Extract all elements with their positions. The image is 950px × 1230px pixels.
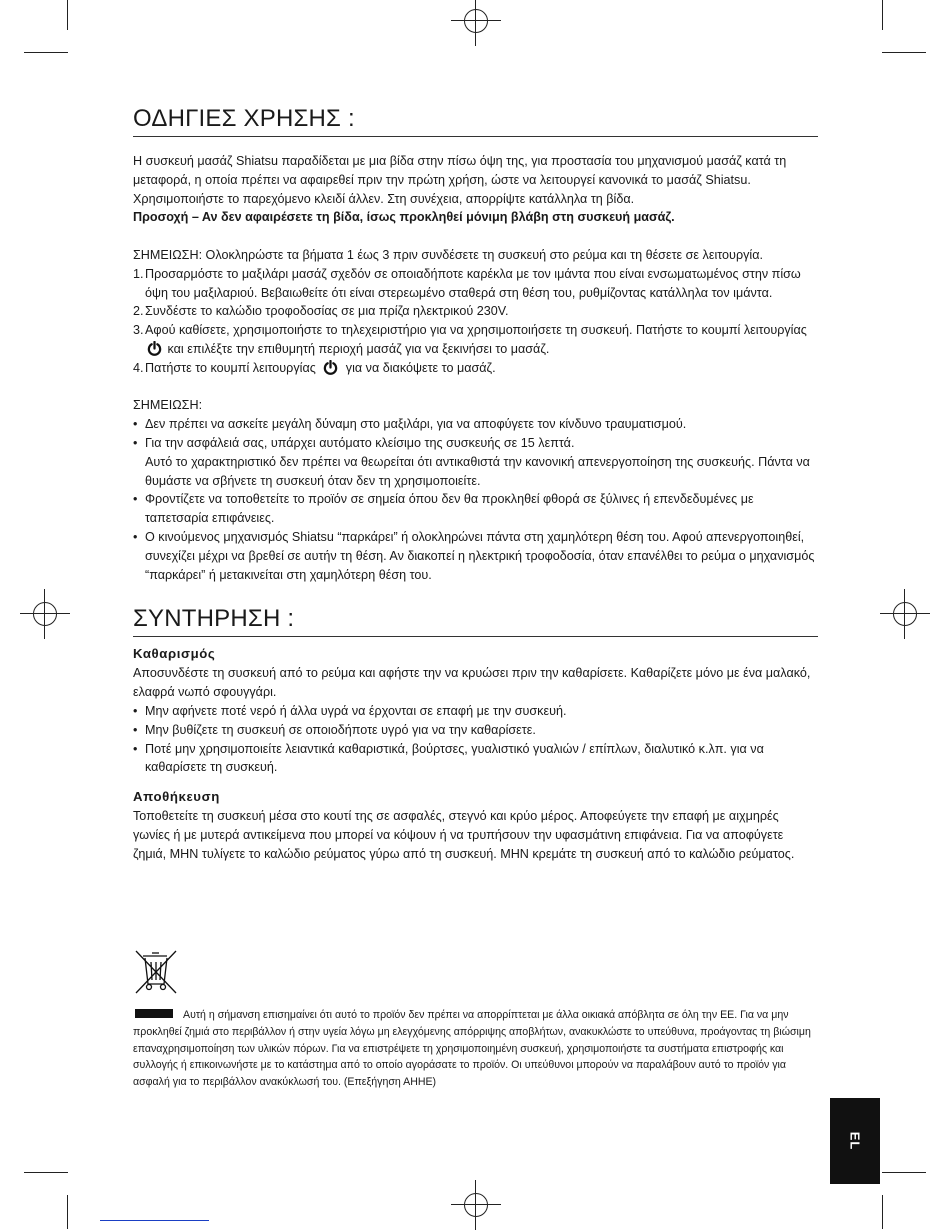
bullet: • <box>133 417 138 432</box>
crop-mark <box>882 1172 926 1173</box>
cleaning-list <box>133 702 818 777</box>
list-item <box>133 702 818 721</box>
crop-mark <box>67 0 68 30</box>
crop-mark <box>24 52 68 53</box>
step-number: 3. <box>133 323 144 338</box>
list-item <box>133 434 818 490</box>
crop-mark <box>24 1172 68 1173</box>
bullet: • <box>133 492 138 507</box>
list-item <box>133 721 818 740</box>
step-text: και επιλέξτε την επιθυμητή περιοχή μασάζ για να ξεκινήσει το μασάζ. <box>167 341 550 356</box>
bullet: • <box>133 703 138 718</box>
bottom-link-line <box>100 1220 209 1221</box>
registration-mark <box>33 602 57 626</box>
weee-text-content: Αυτή η σήμανση επισημαίνει ότι αυτό το προϊόν δεν πρέπει να απορρίπτεται με άλλα οικιακά απόβλητα σε όλη την ΕΕ. Για να μην προκληθεί ζημιά στο περιβάλλον ή στην υγεία λόγω μη ελεγχόμενης απόρριψης αποβλήτων, ανακυκλώστε το υπεύθυνα, προάγοντας τη βιώσιμη επαναχρησιμοποίηση των υλικών πόρων. Για να επιστρέψετε τη χρησιμοποιημένη συσκευή, χρησιμοποιήστε τα συστήματα επιστροφής και συλλογής ή επικοινωνήστε με το κατάστημα από το οποίο αγοράσατε το προϊόν. Οι υπεύθυνοι μπορούν να παραλάβουν αυτό το προϊόν για ασφαλή για το περιβάλλον ανακύκλωσή του. (Επεξήγηση ΑΗΗΕ) <box>133 1009 811 1089</box>
list-item <box>133 415 818 434</box>
usage-intro: Η συσκευή μασάζ Shiatsu παραδίδεται με μια βίδα στην πίσω όψη της, για προστασία του μηχανισμού μασάζ κατά τη μεταφορά, η οποία πρέπει να αφαιρεθεί πριν την πρώτη χρήση, ώστε να λειτουργεί κανονικά το μασάζ Shiatsu. Χρησιμοποιήστε το παρεχόμενο κλειδί άλλεν. Στη συνέχεια, απορρίψτε κατάλληλα τη βίδα. <box>133 154 787 206</box>
registration-mark <box>464 1193 488 1217</box>
step-item <box>133 321 818 359</box>
crossed-out-wheelie-bin-icon <box>133 948 179 996</box>
step-number: 2. <box>133 304 144 319</box>
registration-mark <box>464 9 488 33</box>
cleaning-item: Μην βυθίζετε τη συσκευή σε οποιοδήποτε υγρό για να την καθαρίσετε. <box>145 722 536 737</box>
step-item <box>133 302 818 321</box>
list-item <box>133 490 818 528</box>
bullet: • <box>133 529 138 544</box>
usage-note: ΣΗΜΕΙΩΣΗ: Ολοκληρώστε τα βήματα 1 έως 3 πριν συνδέσετε τη συσκευή στο ρεύμα και τη θέσετε σε λειτουργία. <box>133 247 763 262</box>
crop-mark <box>882 1195 883 1229</box>
bullet: • <box>133 435 138 450</box>
weee-notice <box>133 948 818 1091</box>
crop-mark <box>882 52 926 53</box>
power-icon <box>323 360 338 375</box>
bullet: • <box>133 722 138 737</box>
list-item <box>133 528 818 584</box>
language-tab <box>830 1098 880 1184</box>
step-item <box>133 265 818 303</box>
storage-heading: Αποθήκευση <box>133 789 220 805</box>
cleaning-item: Ποτέ μην χρησιμοποιείτε λειαντικά καθαριστικά, βούρτσες, γυαλιστικό γυαλιών / επίπλων, διαλυτικό κ.λπ. για να καθαρίσετε τη συσκευή. <box>145 741 764 775</box>
note-list <box>133 415 818 584</box>
crop-mark <box>67 1195 68 1229</box>
note-text: Ο κινούμενος μηχανισμός Shiatsu “παρκάρει” ή ολοκληρώνει πάντα στη χαμηλότερη θέση του. Αφού απενεργοποιηθεί, συνεχίζει μέχρι να βρεθεί σε αυτήν τη θέση. Αν διακοπεί η ηλεκτρική τροφοδοσία, όταν επανέλθει το ρεύμα ο μηχανισμός “παρκάρει” ή μετακινείται στη χαμηλότερη θέση του. <box>145 529 815 582</box>
weee-black-bar <box>135 1009 173 1018</box>
power-icon <box>147 341 162 356</box>
note-text: Δεν πρέπει να ασκείτε μεγάλη δύναμη στο μαξιλάρι, για να αποφύγετε τον κίνδυνο τραυματισμού. <box>145 417 687 432</box>
step-text: Πατήστε το κουμπί λειτουργίας <box>145 360 316 375</box>
weee-text <box>133 1007 818 1091</box>
main-content <box>133 104 818 864</box>
usage-heading: ΟΔΗΓΙΕΣ ΧΡΗΣΗΣ : <box>133 104 818 137</box>
storage-text: Τοποθετείτε τη συσκευή μέσα στο κουτί της σε ασφαλές, στεγνό και κρύο μέρος. Αποφεύγετε την επαφή με αιχμηρές γωνίες ή με μυτερά αντικείμενα που μπορεί να κόψουν ή να τρυπήσουν την υφασμάτινη επιφάνεια. Για να αποφύγετε ζημιά, ΜΗΝ τυλίγετε το καλώδιο ρεύματος γύρω από τη συσκευή. ΜΗΝ κρεμάτε τη συσκευή από το καλώδιο ρεύματος. <box>133 809 795 861</box>
note-title: ΣΗΜΕΙΩΣΗ: <box>133 398 203 413</box>
step-text: για να διακόψετε το μασάζ. <box>345 360 496 375</box>
bullet: • <box>133 741 138 756</box>
cleaning-heading: Καθαρισμός <box>133 646 216 662</box>
language-tab-label: EL <box>847 1131 863 1151</box>
note-text: Φροντίζετε να τοποθετείτε το προϊόν σε σημεία όπου δεν θα προκληθεί φθορά σε ξύλινες ή επενδεδυμένες με ταπετσαρία επιφάνειες. <box>145 492 754 526</box>
step-text: Συνδέστε το καλώδιο τροφοδοσίας σε μια πρίζα ηλεκτρικού 230V. <box>145 304 509 319</box>
list-item <box>133 740 818 778</box>
step-item <box>133 359 818 378</box>
registration-mark <box>893 602 917 626</box>
cleaning-item: Μην αφήνετε ποτέ νερό ή άλλα υγρά να έρχονται σε επαφή με την συσκευή. <box>145 703 567 718</box>
crop-mark <box>882 0 883 30</box>
note-text: Για την ασφάλειά σας, υπάρχει αυτόματο κλείσιμο της συσκευής σε 15 λεπτά. Αυτό το χαρακτηριστικό δεν πρέπει να θεωρείται ότι αντικαθιστά την κανονική απενεργοποίηση της συσκευής. Πάντα να θυμάστε να σβήνετε τη συσκευή όταν δεν τη χρησιμοποιείτε. <box>145 435 810 488</box>
step-number: 1. <box>133 266 144 281</box>
step-number: 4. <box>133 360 144 375</box>
step-text: Προσαρμόστε το μαξιλάρι μασάζ σχεδόν σε οποιαδήποτε καρέκλα με τον ιμάντα που είναι ενσωματωμένος στην πίσω όψη του μαξιλαριού. Βεβαιωθείτε ότι είναι στερεωμένο σταθερά στη θέση του, ρυθμίζοντας κατάλληλα τον ιμάντα. <box>145 266 801 300</box>
maintenance-heading: ΣΥΝΤΗΡΗΣΗ : <box>133 604 818 637</box>
usage-warning: Προσοχή – Αν δεν αφαιρέσετε τη βίδα, ίσως προκληθεί μόνιμη βλάβη στη συσκευή μασάζ. <box>133 210 675 225</box>
cleaning-text: Αποσυνδέστε τη συσκευή από το ρεύμα και αφήστε την να κρυώσει πριν την καθαρίσετε. Καθαρίζετε μόνο με ένα μαλακό, ελαφρά νωπό σφουγγάρι. <box>133 666 811 700</box>
step-text: Αφού καθίσετε, χρησιμοποιήστε το τηλεχειριστήριο για να χρησιμοποιήσετε τη συσκευή. Πατήστε το κουμπί λειτουργίας <box>145 323 807 338</box>
usage-steps <box>133 265 818 378</box>
